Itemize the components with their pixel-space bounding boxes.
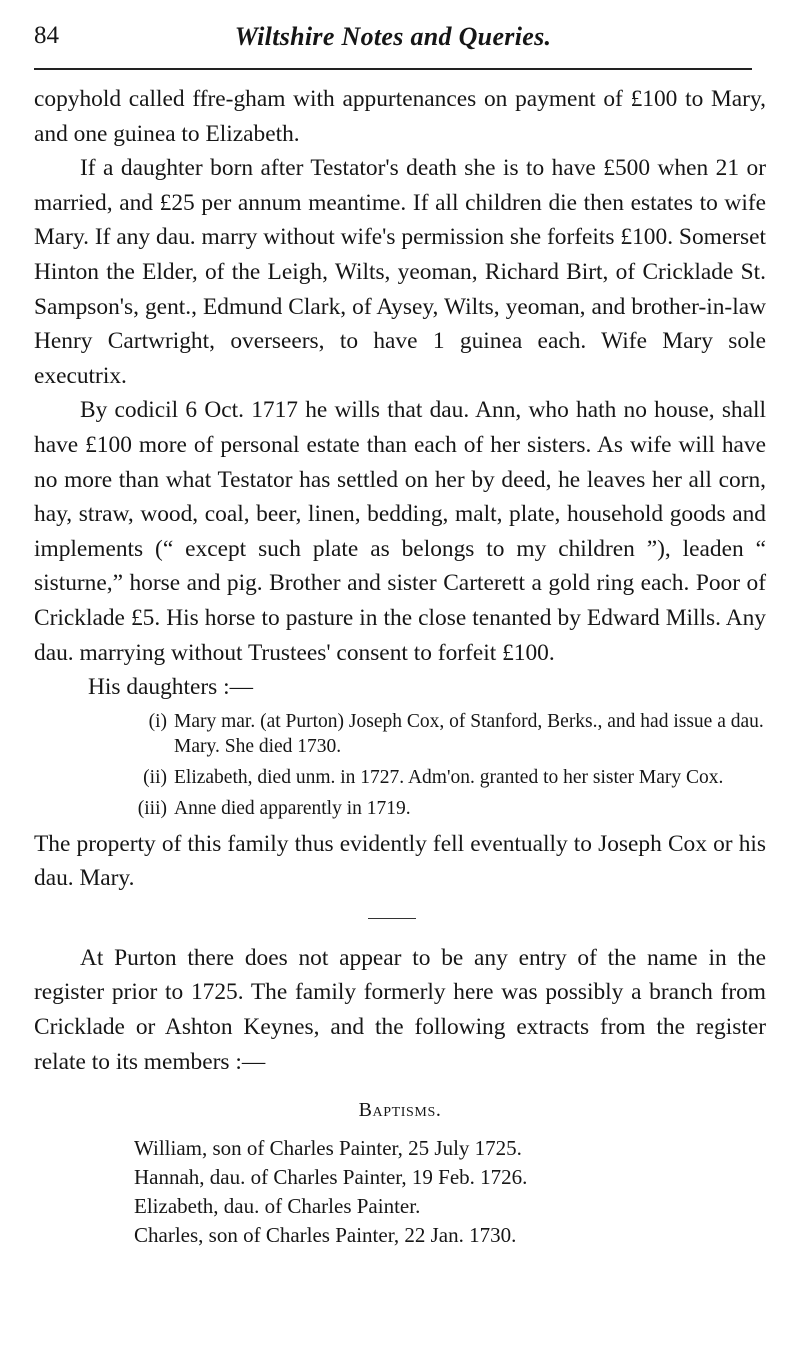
list-item-text: Elizabeth, died unm. in 1727. Adm'on. granted to her sister Mary Cox.: [174, 766, 724, 788]
page-body: [34, 82, 766, 1250]
paragraph-codicil: By codicil 6 Oct. 1717 he wills that dau. Ann, who hath no house, shall have £100 more of personal estate than each of her sisters. As wife will have no more than what Testator has settled on her by deed, he leaves her all corn, hay, straw, wood, coal, beer, linen, bedding, malt, plate, household goods and implements (“ except such plate as belongs to my children ”), leaden “ sisturne,” horse and pig. Brother and sister Carterett a gold ring each. Poor of Cricklade £5. His horse to pasture in the close tenanted by Edward Mills. Any dau. marrying without Trustees' consent to forfeit £100.: [34, 397, 766, 666]
list-item: Hannah, dau. of Charles Painter, 19 Feb. 1726.: [134, 1164, 528, 1189]
section-divider: [368, 918, 416, 919]
paragraph-property: The property of this family thus evidently fell eventually to Joseph Cox or his dau. Mary.: [34, 830, 766, 892]
list-item: Charles, son of Charles Painter, 22 Jan. 1730.: [134, 1222, 517, 1247]
paragraph-daughter-born: If a daughter born after Testator's death she is to have £500 when 21 or married, and £25 per annum meantime. If all children die then estates to wife Mary. If any dau. marry without wife's permission she forfeits £100. Somerset Hinton the Elder, of the Leigh, Wilts, yeoman, Richard Birt, of Cricklade St. Sampson's, gent., Edmund Clark, of Aysey, Wilts, yeoman, and brother-in-law Henry Cartwright, overseers, to have 1 guinea each. Wife Mary sole executrix.: [34, 155, 766, 389]
header-rule: [34, 68, 752, 70]
paragraph-purton: At Purton there does not appear to be any entry of the name in the register prior to 1725. The family formerly here was possibly a branch from Cricklade or Ashton Keynes, and the following extracts from the register relate to its members :—: [34, 944, 766, 1075]
page-number: 84: [34, 22, 59, 49]
list-item-number: (i): [148, 710, 167, 732]
page-header: [34, 22, 752, 62]
list-item-number: (iii): [137, 797, 167, 819]
list-item-text: Anne died apparently in 1719.: [174, 797, 411, 819]
baptisms-heading: Baptisms.: [358, 1099, 442, 1122]
list-item-number: (ii): [143, 766, 167, 788]
daughters-heading: His daughters :—: [88, 674, 254, 701]
baptisms-list: [34, 1134, 766, 1250]
paragraph-copyhold: copyhold called ffre-gham with appurtenances on payment of £100 to Mary, and one guinea to Elizabeth.: [34, 86, 766, 147]
running-title: Wiltshire Notes and Queries.: [234, 22, 552, 51]
daughters-list: [34, 709, 766, 821]
list-item-text: Mary mar. (at Purton) Joseph Cox, of Stanford, Berks., and had issue a dau. Mary. She died 1730.: [174, 710, 764, 757]
list-item: Elizabeth, dau. of Charles Painter.: [134, 1193, 421, 1218]
list-item: William, son of Charles Painter, 25 July 1725.: [134, 1135, 522, 1160]
list-item: [34, 765, 766, 790]
daughters-section: [34, 670, 766, 821]
list-item: [34, 796, 766, 821]
list-item: [34, 709, 766, 759]
